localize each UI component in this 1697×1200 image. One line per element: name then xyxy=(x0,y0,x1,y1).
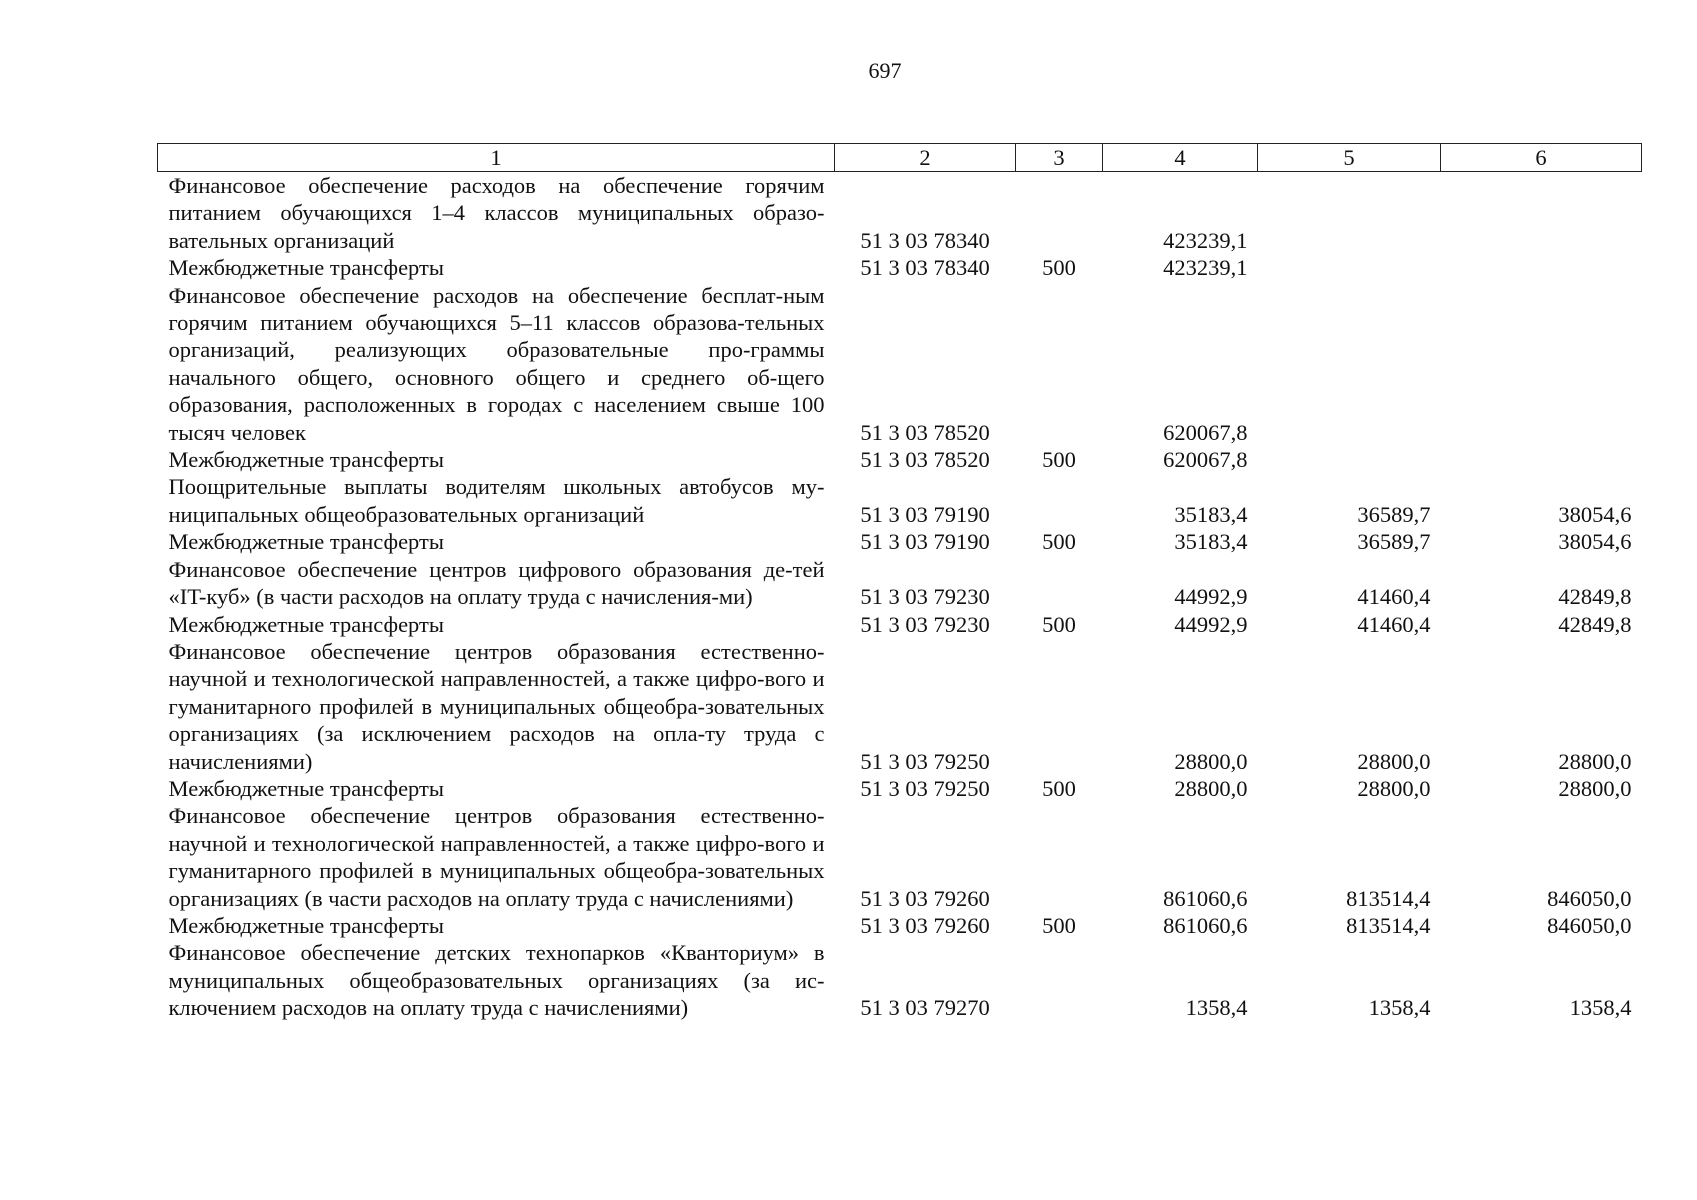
row-value-6: 28800,0 xyxy=(1558,775,1632,801)
row-value-5 xyxy=(1258,446,1441,473)
row-value-5 xyxy=(1258,254,1441,281)
row-value-6: 846050,0 xyxy=(1547,912,1632,938)
table-row xyxy=(158,446,1642,473)
row-value-5: 1358,4 xyxy=(1368,995,1431,1021)
header-col-2: 2 xyxy=(835,144,1016,172)
row-name: Межбюджетные трансферты xyxy=(168,255,444,281)
row-code: 51 3 03 79230 xyxy=(860,611,990,637)
row-type: 500 xyxy=(1042,912,1076,938)
row-name: Межбюджетные трансферты xyxy=(168,775,444,801)
row-value-5: 41460,4 xyxy=(1357,584,1431,610)
row-value-4: 28800,0 xyxy=(1174,748,1248,774)
row-value-6 xyxy=(1441,254,1642,281)
row-value-6: 38054,6 xyxy=(1558,529,1632,555)
row-type xyxy=(1016,802,1103,912)
row-type: 500 xyxy=(1042,255,1076,281)
table-row xyxy=(158,473,1642,528)
row-code: 51 3 03 78520 xyxy=(860,447,990,473)
table-row xyxy=(158,939,1642,1021)
header-row xyxy=(158,144,1642,172)
row-value-4: 35183,4 xyxy=(1174,501,1248,527)
table-row xyxy=(158,802,1642,912)
row-name: Финансовое обеспечение расходов на обеспечение бесплат-ным горячим питанием обучающихся 5–11 классов образова-тельных организаций, реализующих образовательные про-граммы начального общего, основного общего и среднего об-щего образования, расположенных в городах с населением свыше 100 тысяч человек xyxy=(168,282,825,445)
table-row xyxy=(158,611,1642,638)
row-name: Межбюджетные трансферты xyxy=(168,447,444,473)
row-type xyxy=(1016,939,1103,1021)
row-code: 51 3 03 79190 xyxy=(860,501,990,527)
row-type: 500 xyxy=(1042,447,1076,473)
table-row xyxy=(158,638,1642,775)
row-code: 51 3 03 79250 xyxy=(860,748,990,774)
row-code: 51 3 03 79190 xyxy=(860,529,990,555)
row-value-5: 36589,7 xyxy=(1357,529,1431,555)
row-code: 51 3 03 79270 xyxy=(860,995,990,1021)
table-body xyxy=(158,172,1642,1022)
row-name: Финансовое обеспечение расходов на обеспечение горячим питанием обучающихся 1–4 классов муниципальных образо-вательных организаций xyxy=(168,173,825,253)
row-value-6 xyxy=(1441,282,1642,446)
row-value-6: 846050,0 xyxy=(1547,885,1632,911)
row-value-4: 44992,9 xyxy=(1174,584,1248,610)
table-row xyxy=(158,254,1642,281)
row-value-5: 36589,7 xyxy=(1357,501,1431,527)
row-value-6: 42849,8 xyxy=(1558,611,1632,637)
row-value-6 xyxy=(1441,446,1642,473)
row-value-4: 423239,1 xyxy=(1163,227,1248,253)
table-row xyxy=(158,912,1642,939)
table-row xyxy=(158,282,1642,446)
row-value-5: 813514,4 xyxy=(1346,885,1431,911)
row-code: 51 3 03 79260 xyxy=(860,885,990,911)
row-value-5 xyxy=(1258,172,1441,255)
row-code: 51 3 03 79230 xyxy=(860,584,990,610)
row-value-6 xyxy=(1441,172,1642,255)
header-col-5: 5 xyxy=(1258,144,1441,172)
row-code: 51 3 03 79260 xyxy=(860,912,990,938)
row-type xyxy=(1016,473,1103,528)
row-value-4: 861060,6 xyxy=(1163,912,1248,938)
row-type xyxy=(1016,172,1103,255)
header-col-6: 6 xyxy=(1441,144,1642,172)
row-type xyxy=(1016,282,1103,446)
row-type xyxy=(1016,556,1103,611)
row-value-6: 28800,0 xyxy=(1558,748,1632,774)
page-number: 697 xyxy=(868,58,902,83)
row-code: 51 3 03 79250 xyxy=(860,775,990,801)
table-row xyxy=(158,172,1642,255)
row-name: Финансовое обеспечение центров образования естественно-научной и технологической направленностей, а также цифро-вого и гуманитарного профилей в муниципальных общеобра-зовательных организациях (за исключением расходов на опла-ту труда с начислениями) xyxy=(168,638,825,774)
row-value-4: 44992,9 xyxy=(1174,611,1248,637)
row-name: Межбюджетные трансферты xyxy=(168,529,444,555)
row-value-5: 813514,4 xyxy=(1346,912,1431,938)
header-col-4: 4 xyxy=(1103,144,1258,172)
row-value-6: 42849,8 xyxy=(1558,584,1632,610)
row-value-4: 1358,4 xyxy=(1185,995,1248,1021)
row-name: Поощрительные выплаты водителям школьных автобусов му-ниципальных общеобразовательных организаций xyxy=(168,474,825,527)
row-name: Финансовое обеспечение центров цифрового образования де-тей «IT-куб» (в части расходов на оплату труда с начисления-ми) xyxy=(168,556,825,610)
row-value-5: 41460,4 xyxy=(1357,611,1431,637)
row-name: Финансовое обеспечение центров образования естественно-научной и технологической направленностей, а также цифро-вого и гуманитарного профилей в муниципальных общеобра-зовательных организациях (в части расходов на оплату труда с начислениями) xyxy=(168,803,825,911)
row-value-4: 28800,0 xyxy=(1174,775,1248,801)
table-row xyxy=(158,528,1642,555)
row-code: 51 3 03 78520 xyxy=(860,419,990,445)
table-row xyxy=(158,775,1642,802)
row-name: Межбюджетные трансферты xyxy=(168,912,444,938)
header-col-3: 3 xyxy=(1016,144,1103,172)
row-type xyxy=(1016,638,1103,775)
row-value-5: 28800,0 xyxy=(1357,775,1431,801)
row-value-4: 620067,8 xyxy=(1163,447,1248,473)
row-value-6: 1358,4 xyxy=(1569,995,1632,1021)
row-value-4: 861060,6 xyxy=(1163,885,1248,911)
table-header xyxy=(158,144,1642,172)
row-value-5 xyxy=(1258,282,1441,446)
row-code: 51 3 03 78340 xyxy=(860,255,990,281)
row-value-4: 620067,8 xyxy=(1163,419,1248,445)
row-name: Межбюджетные трансферты xyxy=(168,611,444,637)
row-code: 51 3 03 78340 xyxy=(860,227,990,253)
row-value-4: 35183,4 xyxy=(1174,529,1248,555)
row-value-6: 38054,6 xyxy=(1558,501,1632,527)
header-col-1: 1 xyxy=(158,144,835,172)
table-row xyxy=(158,556,1642,611)
row-name: Финансовое обеспечение детских технопарков «Кванториум» в муниципальных общеобразовательных организациях (за ис-ключением расходов на оплату труда с начислениями) xyxy=(168,940,825,1021)
row-value-5: 28800,0 xyxy=(1357,748,1431,774)
row-type: 500 xyxy=(1042,775,1076,801)
row-type: 500 xyxy=(1042,529,1076,555)
row-type: 500 xyxy=(1042,611,1076,637)
row-value-4: 423239,1 xyxy=(1163,255,1248,281)
budget-table xyxy=(157,143,1642,1022)
